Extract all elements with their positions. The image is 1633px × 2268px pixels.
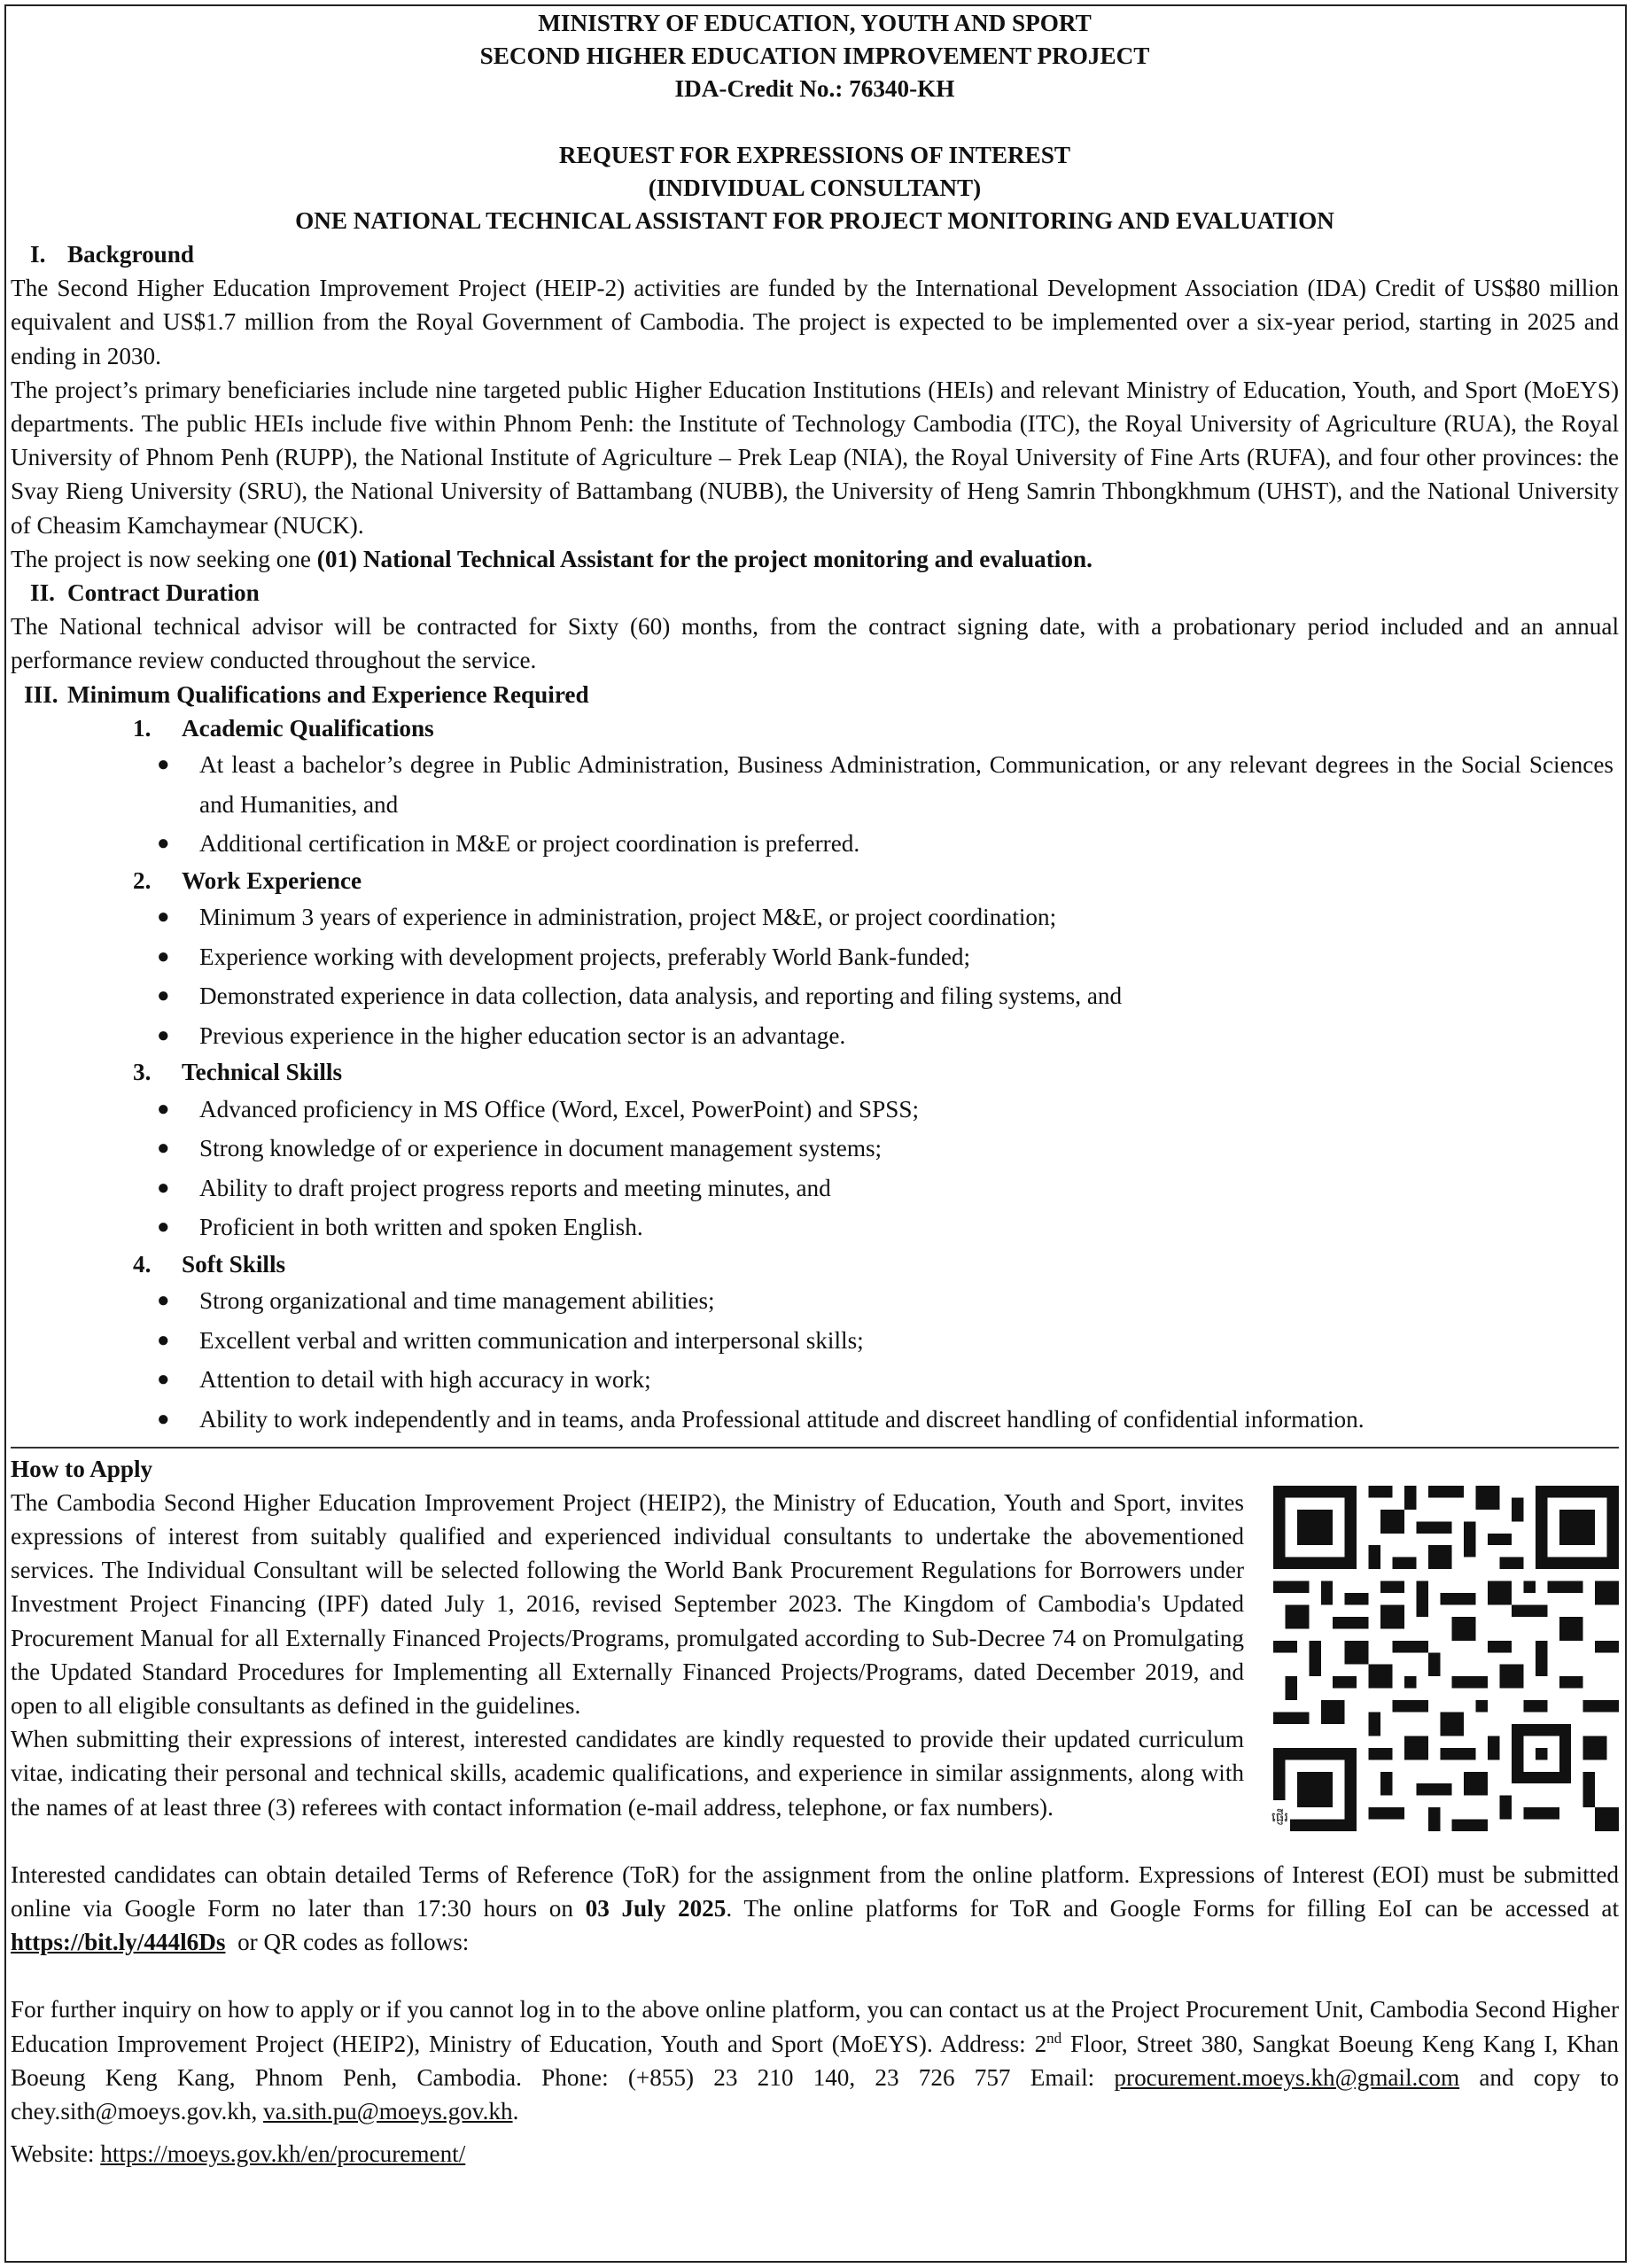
section-heading-duration bbox=[30, 576, 1619, 610]
contact-text-3: and copy to chey.sith@moeys.gov.kh, bbox=[11, 2063, 1619, 2125]
bullet-icon: ● bbox=[157, 1368, 170, 1392]
bullet-icon: ● bbox=[157, 1023, 170, 1047]
list-item: ● Previous experience in the higher education sector is an advantage. bbox=[11, 1016, 1619, 1056]
bullet-icon: ● bbox=[157, 1216, 170, 1239]
header-type: (INDIVIDUAL CONSULTANT) bbox=[648, 175, 982, 201]
background-paragraph-1: The Second Higher Education Improvement Project (HEIP-2) activities are funded by the International Development Association (IDA) Credit of US$80 million equivalent and US$1.7 million from the Royal Government of Cambodia. The project is expected to be implemented over a six-year period, starting in 2025 and ending in 2030. bbox=[11, 275, 1619, 369]
qr-code-graphic bbox=[1273, 1486, 1619, 1831]
bullet-icon: ● bbox=[157, 1407, 170, 1431]
qualification-group-soft-skills bbox=[11, 1247, 1619, 1440]
tor-link[interactable]: https://bit.ly/444l6Ds bbox=[11, 1929, 226, 1956]
subsection-title: Soft Skills bbox=[182, 1250, 286, 1278]
list-item: ● Ability to draft project progress reports and meeting minutes, and bbox=[11, 1169, 1619, 1208]
list-item: ● Experience working with development projects, preferably World Bank-funded; bbox=[11, 937, 1619, 977]
bullet-icon: ● bbox=[157, 1097, 170, 1121]
background-p3-bold: (01) National Technical Assistant for the project monitoring and evaluation. bbox=[316, 545, 1093, 572]
section-title: Minimum Qualifications and Experience Required bbox=[67, 680, 589, 708]
bullet-icon: ● bbox=[157, 1328, 170, 1352]
list-item: ● Attention to detail with high accuracy in work; bbox=[11, 1360, 1619, 1400]
how-to-apply-section bbox=[11, 1452, 1619, 1824]
section-title: Contract Duration bbox=[67, 579, 260, 607]
ordinal-suffix: nd bbox=[1046, 2029, 1062, 2047]
bullet-icon: ● bbox=[157, 1289, 170, 1313]
subsection-title: Academic Qualifications bbox=[182, 714, 434, 742]
list-item: ● Strong organizational and time management abilities; bbox=[11, 1281, 1619, 1321]
section-number: III. bbox=[24, 680, 58, 708]
document-body bbox=[11, 7, 1619, 2171]
subsection-heading bbox=[133, 1055, 1619, 1089]
subsection-title: Technical Skills bbox=[182, 1059, 343, 1086]
header-request: REQUEST FOR EXPRESSIONS OF INTEREST bbox=[558, 142, 1071, 168]
section-title: Background bbox=[67, 241, 195, 268]
header-credit: IDA-Credit No.: 76340-KH bbox=[674, 75, 955, 102]
background-p3-text: The project is now seeking one bbox=[11, 545, 317, 572]
duration-paragraph: The National technical advisor will be contracted for Sixty (60) months, from the contract signing date, with a probationary period included and an annual performance review conducted throughout the service. bbox=[11, 613, 1619, 674]
subsection-number: 3. bbox=[133, 1059, 152, 1086]
list-item: ● Advanced proficiency in MS Office (Word, Excel, PowerPoint) and SPSS; bbox=[11, 1090, 1619, 1130]
subsection-heading bbox=[133, 711, 1619, 745]
bullet-icon: ● bbox=[157, 905, 170, 929]
bullet-icon: ● bbox=[157, 753, 170, 777]
subsection-heading bbox=[133, 1247, 1619, 1281]
bullet-icon: ● bbox=[157, 984, 170, 1008]
subsection-number: 4. bbox=[133, 1250, 152, 1278]
how-to-apply-heading: How to Apply bbox=[11, 1455, 153, 1482]
how-to-apply-paragraph-2: When submitting their expressions of interest, interested candidates are kindly requested to provide their updated curriculum vitae, indicating their personal and technical skills, academic qualifications, and experience in similar assignments, along with the names of at least three (3) referees with contact information (e-mail address, telephone, or fax numbers). bbox=[11, 1726, 1244, 1821]
qr-caption: ផ្ញើរ bbox=[1270, 1800, 1290, 1834]
email-link-va-sith[interactable]: va.sith.pu@moeys.gov.kh bbox=[263, 2098, 513, 2125]
tor-paragraph bbox=[11, 1858, 1619, 1960]
header-position: ONE NATIONAL TECHNICAL ASSISTANT FOR PROJECT MONITORING AND EVALUATION bbox=[295, 207, 1334, 234]
subsection-title: Work Experience bbox=[182, 866, 362, 894]
header-ministry: MINISTRY OF EDUCATION, YOUTH AND SPORT bbox=[538, 10, 1092, 36]
section-divider bbox=[11, 1447, 1619, 1449]
list-item: ● Additional certification in M&E or project coordination is preferred. bbox=[11, 824, 1619, 864]
subsection-number: 1. bbox=[133, 714, 152, 742]
section-heading-background bbox=[30, 237, 1619, 271]
list-item: ● Minimum 3 years of experience in administration, project M&E, or project coordination; bbox=[11, 897, 1619, 937]
tor-text-mid: . The online platforms for ToR and Google Forms for filling EoI can be accessed at bbox=[726, 1895, 1619, 1922]
deadline-date: 03 July 2025 bbox=[585, 1895, 727, 1922]
contact-text-end: . bbox=[512, 2098, 519, 2125]
tor-text: Interested candidates can obtain detailed Terms of Reference (ToR) for the assignment from the online platform. Expressions of Interest (EOI) must be submitted online via Google Form no later than 17:30 hours on bbox=[11, 1860, 1619, 1922]
bullet-icon: ● bbox=[157, 1137, 170, 1161]
bullet-icon: ● bbox=[157, 944, 170, 968]
list-item: ● Excellent verbal and written communication and interpersonal skills; bbox=[11, 1321, 1619, 1361]
how-to-apply-paragraph-1: The Cambodia Second Higher Education Improvement Project (HEIP2), the Ministry of Education, Youth and Sport, invites expressions of interest from suitably qualified and experienced individual consultants to undertake the abovementioned services. The Individual Consultant will be selected following the World Bank Procurement Regulations for Borrowers under Investment Project Financing (IPF) dated July 1, 2016, revised September 2023. The Kingdom of Cambodia's Updated Procurement Manual for all Externally Financed Projects/Programs, promulgated according to Sub-Decree 74 on Promulgating the Updated Standard Procedures for Implementing all Externally Financed Projects/Programs, dated December 2019, and open to all eligible consultants as defined in the guidelines. bbox=[11, 1488, 1244, 1719]
qualification-group-technical-skills bbox=[11, 1055, 1619, 1247]
list-item: ● Ability to work independently and in teams, anda Professional attitude and discreet handling of confidential information. bbox=[11, 1400, 1619, 1440]
qr-code[interactable] bbox=[1273, 1486, 1619, 1831]
section-heading-qualifications bbox=[24, 678, 1619, 711]
website-link[interactable]: https://moeys.gov.kh/en/procurement/ bbox=[100, 2140, 466, 2168]
qualification-group-work-experience bbox=[11, 864, 1619, 1056]
bullet-icon: ● bbox=[157, 1176, 170, 1200]
subsection-heading bbox=[133, 864, 1619, 897]
section-number: I. bbox=[30, 241, 46, 268]
background-paragraph-2: The project’s primary beneficiaries include nine targeted public Higher Education Institutions (HEIs) and relevant Ministry of Education, Youth, and Sport (MoEYS) departments. The public HEIs include five within Phnom Penh: the Institute of Technology Cambodia (ITC), the Royal University of Agriculture (RUA), the Royal University of Phnom Penh (RUPP), the National Institute of Agriculture – Prek Leap (NIA), the Royal University of Fine Arts (RUFA), and four other provinces: the Svay Rieng University (SRU), the National University of Battambang (NUBB), the University of Heng Samrin Thbongkhmum (UHST), and the National University of Cheasim Kamchaymear (NUCK). bbox=[11, 376, 1619, 539]
list-item: ● Strong knowledge of or experience in document management systems; bbox=[11, 1129, 1619, 1169]
background-paragraph-3 bbox=[11, 542, 1619, 576]
list-item: ● Demonstrated experience in data collection, data analysis, and reporting and filing systems, and bbox=[11, 976, 1619, 1016]
header-project: SECOND HIGHER EDUCATION IMPROVEMENT PROJECT bbox=[479, 43, 1150, 69]
spacer bbox=[11, 1959, 1619, 1992]
tor-text-post: or QR codes as follows: bbox=[225, 1929, 470, 1956]
bullet-icon: ● bbox=[157, 832, 170, 856]
email-link-procurement[interactable]: procurement.moeys.kh@gmail.com bbox=[1114, 2063, 1460, 2091]
list-item: ● At least a bachelor’s degree in Public Administration, Business Administration, Communication, or any relevant degrees in the Social Sciences and Humanities, and bbox=[11, 745, 1619, 824]
website-label: Website: bbox=[11, 2140, 101, 2168]
contact-paragraph bbox=[11, 1992, 1619, 2128]
contact-text: For further inquiry on how to apply or if you cannot log in to the above online platform, you can contact us at the Project Procurement Unit, Cambodia Second Higher Education Improvement Project (HEIP2), Ministry of Education, Youth and Sport (MoEYS). Address: 2 bbox=[11, 1996, 1619, 2057]
contact-text-2: Floor, Street 380, Sangkat Boeung Keng Kang I, Khan Boeung Keng Kang, Phnom Penh, Cambodia. Phone: (+855) 23 210 140, 23 726 757 Email: bbox=[11, 2030, 1619, 2091]
website-line bbox=[11, 2137, 1619, 2171]
list-item: ● Proficient in both written and spoken English. bbox=[11, 1208, 1619, 1247]
subsection-number: 2. bbox=[133, 866, 152, 894]
qualification-group-academic bbox=[11, 711, 1619, 864]
section-number: II. bbox=[30, 579, 55, 607]
